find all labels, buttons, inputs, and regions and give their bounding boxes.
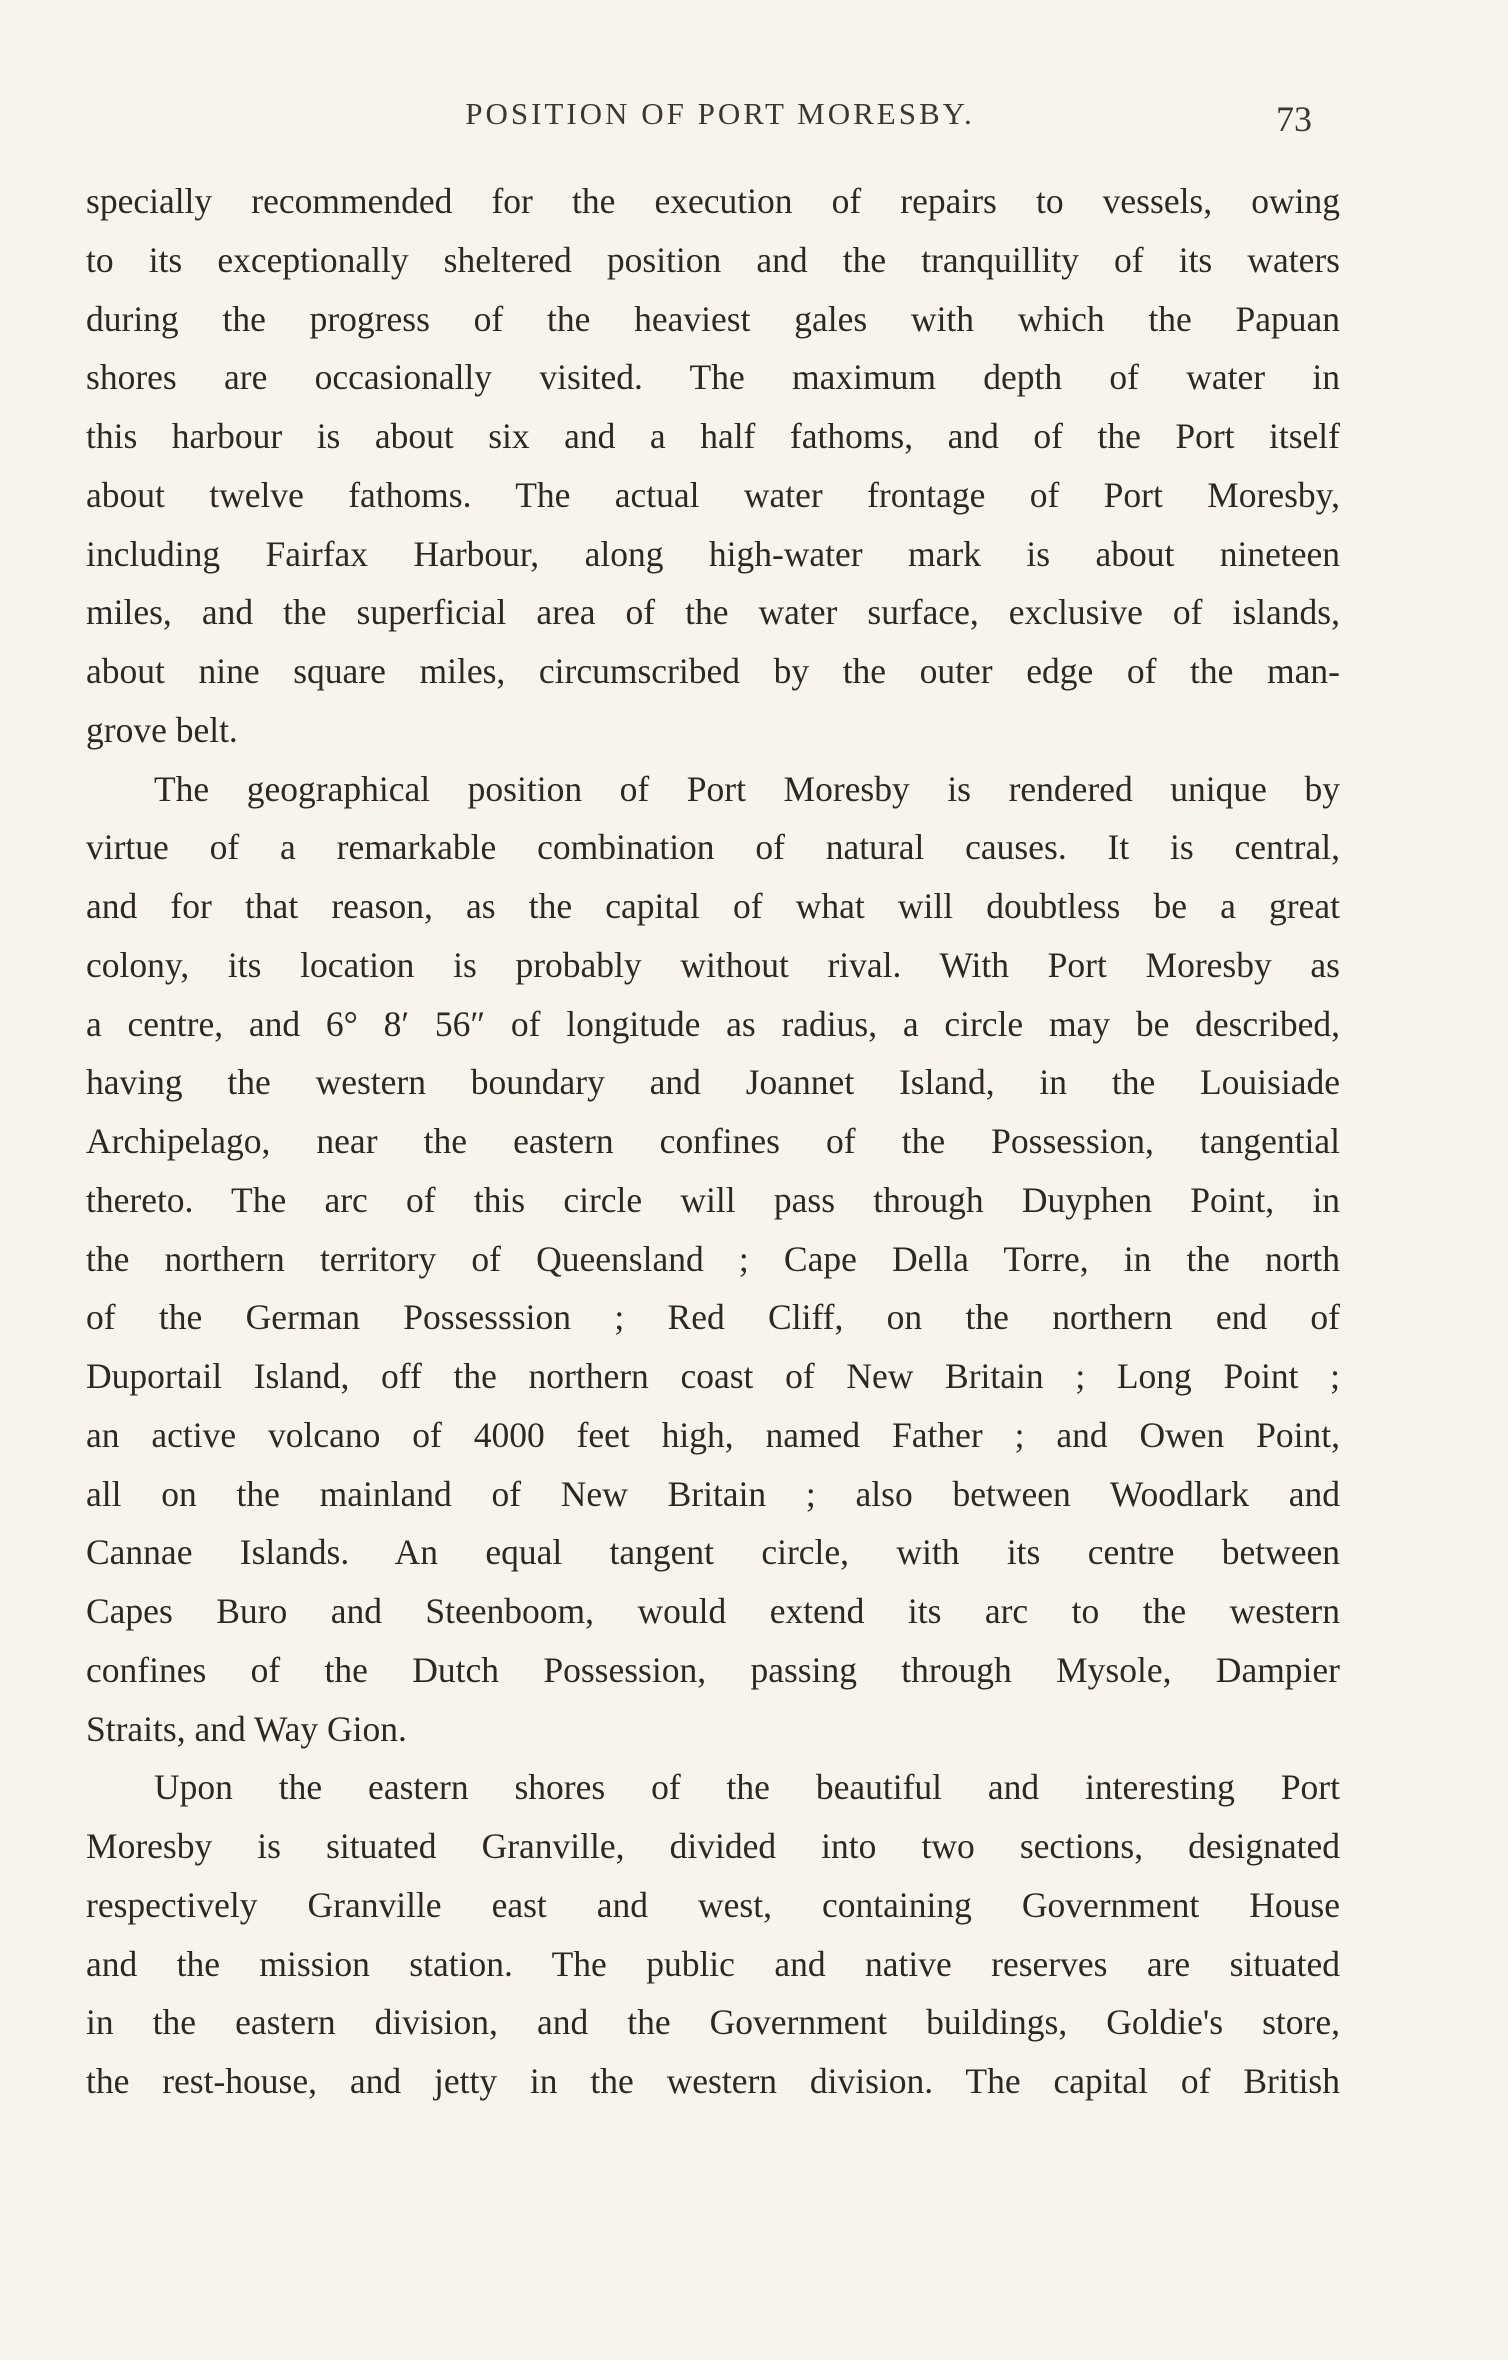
text-line: including Fairfax Harbour, along high-water mark is about nineteen xyxy=(86,533,1340,574)
paragraph xyxy=(86,172,1340,760)
text-line: an active volcano of 4000 feet high, named Father ; and Owen Point, xyxy=(86,1414,1340,1455)
text-line: specially recommended for the execution of repairs to vessels, owing xyxy=(86,181,1340,221)
text-line: all on the mainland of New Britain ; also between Woodlark and xyxy=(86,1473,1340,1514)
text-line: Moresby is situated Granville, divided into two sections, designated xyxy=(86,1826,1340,1866)
paragraph xyxy=(86,1758,1340,2111)
text-line: this harbour is about six and a half fathoms, and of the Port itself xyxy=(86,416,1340,456)
running-head xyxy=(0,96,1508,139)
text-line: Cannae Islands. An equal tangent circle, with its centre between xyxy=(86,1532,1340,1573)
text-line: the northern territory of Queensland ; Cape Della Torre, in the north xyxy=(86,1238,1340,1279)
text-line: confines of the Dutch Possession, passing through Mysole, Dampier xyxy=(86,1649,1340,1690)
text-line: and for that reason, as the capital of what will doubtless be a great xyxy=(86,886,1340,926)
text-line: colony, its location is probably without rival. With Port Moresby as xyxy=(86,944,1340,985)
text-line: The geographical position of Port Moresby is rendered unique by xyxy=(154,768,1340,809)
text-line: Straits, and Way Gion. xyxy=(86,1708,407,1749)
text-line: having the western boundary and Joannet Island, in the Louisiade xyxy=(86,1062,1340,1103)
text-line: in the eastern division, and the Government buildings, Goldie's store, xyxy=(86,2002,1340,2043)
page-number: 73 xyxy=(1276,99,1312,139)
text-line: virtue of a remarkable combination of natural causes. It is central, xyxy=(86,827,1340,868)
text-line: during the progress of the heaviest gales with which the Papuan xyxy=(86,298,1340,339)
text-line: to its exceptionally sheltered position and the tranquillity of its waters xyxy=(86,239,1340,280)
text-line: Capes Buro and Steenboom, would extend its arc to the western xyxy=(86,1591,1340,1631)
text-line: respectively Granville east and west, containing Government House xyxy=(86,1884,1340,1925)
text-line: shores are occasionally visited. The maximum depth of water in xyxy=(86,357,1340,398)
paragraph xyxy=(86,760,1340,1759)
text-line: Upon the eastern shores of the beautiful and interesting Port xyxy=(154,1767,1340,1808)
text-line: about twelve fathoms. The actual water frontage of Port Moresby, xyxy=(86,474,1340,515)
text-line: Archipelago, near the eastern confines of the Possession, tangential xyxy=(86,1121,1340,1161)
text-line: grove belt. xyxy=(86,709,238,750)
running-title: POSITION OF PORT MORESBY. xyxy=(465,96,975,131)
text-line: of the German Possesssion ; Red Cliff, on the northern end of xyxy=(86,1297,1340,1338)
text-line: and the mission station. The public and native reserves are situated xyxy=(86,1943,1340,1984)
text-line: miles, and the superficial area of the water surface, exclusive of islands, xyxy=(86,592,1340,633)
body-text xyxy=(86,172,1340,2111)
text-line: Duportail Island, off the northern coast of New Britain ; Long Point ; xyxy=(86,1356,1340,1396)
text-line: thereto. The arc of this circle will pass through Duyphen Point, in xyxy=(86,1179,1340,1220)
text-line: about nine square miles, circumscribed by the outer edge of the man- xyxy=(86,651,1340,691)
text-line: a centre, and 6° 8′ 56″ of longitude as radius, a circle may be described, xyxy=(86,1003,1340,1044)
text-line: the rest-house, and jetty in the western division. The capital of British xyxy=(86,2061,1340,2101)
